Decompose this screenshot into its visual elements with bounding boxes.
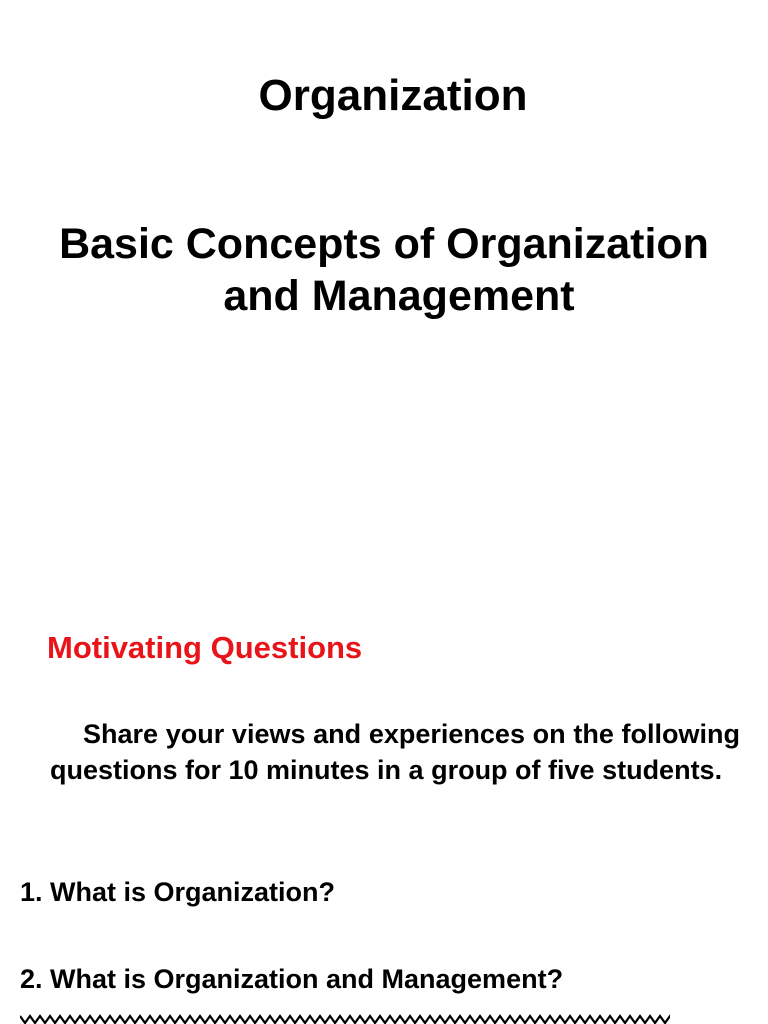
instruction-paragraph: Share your views and experiences on the following questions for 10 minutes in a group of five students.	[50, 719, 740, 785]
page-subtitle	[0, 218, 768, 322]
zigzag-divider	[20, 1014, 670, 1024]
page-title: Organization	[258, 71, 528, 120]
subtitle-line-1: Basic Concepts of Organization	[59, 220, 709, 268]
subtitle-line-2: and Management	[223, 272, 575, 320]
question-item: 2. What is Organization and Management?	[20, 964, 564, 994]
question-item: 1. What is Organization?	[20, 877, 336, 907]
section-heading: Motivating Questions	[47, 630, 363, 665]
